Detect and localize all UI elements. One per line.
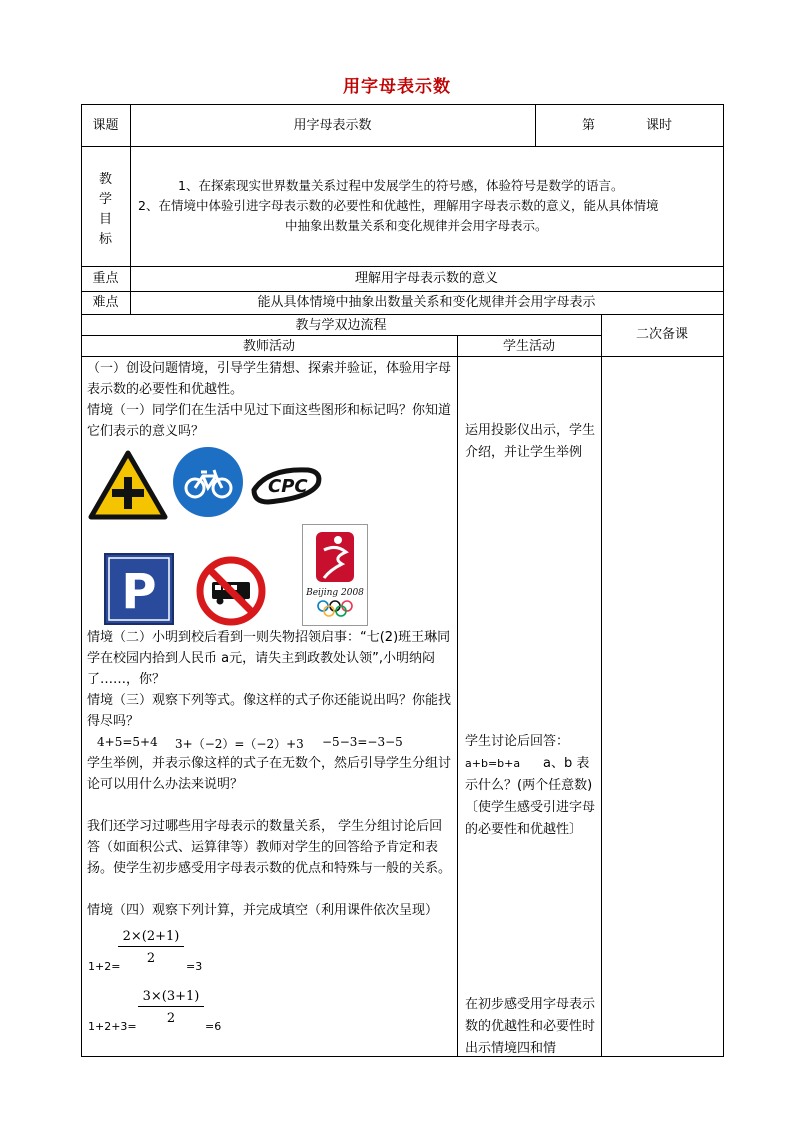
goals-label: [81, 170, 130, 250]
goals-label-char: 目: [98, 212, 112, 227]
equation-3: −5−3=−3−5: [322, 735, 403, 749]
lesson-number-label: 第: [582, 118, 596, 133]
table-border-right: [723, 104, 724, 1057]
calc-2-result: =6: [205, 1020, 222, 1033]
svg-text:Beijing 2008: Beijing 2008: [306, 588, 364, 598]
no-bus-icon: [196, 556, 266, 626]
row-divider: [81, 314, 724, 315]
no-bus-sign: [196, 556, 266, 626]
difficulty-text: 能从具体情境中抽象出数量关系和变化规律并会用字母表示: [257, 295, 596, 310]
col-divider: [601, 314, 602, 1057]
parking-icon: [104, 553, 174, 625]
second-prep-heading: 二次备课: [635, 327, 688, 342]
difficulty-label: 难点: [92, 295, 119, 310]
calc-1-result: =3: [186, 960, 203, 973]
page-title: 用字母表示数: [343, 77, 451, 97]
bicycle-lane-sign: [172, 446, 244, 518]
row-divider: [81, 291, 724, 292]
warning-triangle-icon: [88, 450, 168, 520]
goals-label-char: 学: [98, 192, 112, 207]
col-divider: [457, 335, 458, 1057]
student-activity-3: 在初步感受用字母表示数的优越性和必要性时出示情境四和情: [465, 997, 596, 1056]
parking-sign: [104, 553, 174, 625]
student-activity-2: 学生讨论后回答：: [465, 734, 570, 749]
calc-2-denominator: 2: [166, 1011, 176, 1026]
goals-label-char: 标: [98, 232, 112, 247]
topic-value: 用字母表示数: [293, 118, 372, 133]
scenario-2: 情境（二）小明到校后看到一则失物招领启事：“七(2)班王琳同学在校园内拾到人民币 a元，请失主到政教处认领”,小明纳闷了……，你？: [87, 630, 451, 687]
beijing-olympics-logo: [302, 524, 368, 626]
warning-crossroad-sign: [88, 450, 168, 520]
equation-2: 3+（−2）=（−2）+3: [175, 737, 304, 751]
teacher-column-heading: 教师活动: [242, 339, 295, 354]
student-formula: a+b=b+a: [465, 757, 521, 770]
teacher-discussion: 我们还学习过哪些用字母表示的数量关系， 学生分组讨论后回答（如面积公式、运算律等）教师对学生的回答给予肯定和表扬。使学生初步感受用字母表示数的优点和特殊与一般的关系。: [87, 819, 452, 876]
col-divider: [535, 104, 536, 146]
calc-2-numerator: 3×(3+1): [138, 989, 204, 1007]
cpc-logo-icon: [248, 462, 324, 508]
teacher-intro: （一）创设问题情境，引导学生猜想、探索并验证，体验用字母表示数的必要性和优越性。: [87, 361, 452, 397]
process-heading: 教与学双边流程: [295, 318, 387, 333]
goal-line-3: 中抽象出数量关系和变化规律并会用字母表示。: [285, 218, 548, 233]
lesson-unit-label: 课时: [646, 118, 673, 133]
student-column-heading: 学生活动: [502, 339, 555, 354]
goal-line-1: 1、在探索现实世界数量关系过程中发展学生的符号感，体验符号是数学的语言。: [178, 178, 624, 193]
student-activity-2-detail: a、b 表示什么？(两个任意数)〔使学生感受引进字母的必要性和优越性〕: [465, 756, 596, 837]
bicycle-icon: [172, 446, 244, 518]
equation-1: 4+5=5+4: [97, 735, 158, 749]
row-divider: [81, 266, 724, 267]
topic-label: 课题: [92, 118, 119, 133]
calc-2-fraction: [138, 989, 204, 1026]
svg-text:CPC: CPC: [268, 476, 308, 497]
calc-1-fraction: [118, 929, 184, 966]
svg-text:P: P: [121, 564, 157, 620]
row-divider: [81, 146, 724, 147]
table-border-bottom: [81, 1056, 724, 1057]
calc-1-left: 1+2=: [88, 960, 121, 973]
scenario-1: 情境（一）同学们在生活中见过下面这些图形和标记吗？你知道它们表示的意义吗？: [87, 403, 452, 439]
table-border-top: [81, 104, 724, 105]
scenario-3: 情境（三）观察下列等式。像这样的式子你还能说出吗？你能找得尽吗？: [87, 693, 452, 729]
calc-2-left: 1+2+3=: [88, 1020, 137, 1033]
student-activity-1: 运用投影仪出示，学生介绍，并让学生举例: [465, 423, 596, 460]
teacher-guidance: 学生举例，并表示像这样的式子在无数个，然后引导学生分组讨论可以用什么办法来说明？: [87, 756, 452, 792]
key-point-label: 重点: [92, 271, 119, 286]
cpc-logo: [248, 462, 324, 508]
key-point-text: 理解用字母表示数的意义: [354, 271, 498, 286]
scenario-4: 情境（四）观察下列计算，并完成填空（利用课件依次呈现）: [87, 903, 439, 918]
calc-1-numerator: 2×(2+1): [118, 929, 184, 947]
beijing-2008-emblem-icon: [302, 524, 368, 626]
calc-1-denominator: 2: [146, 951, 156, 966]
goals-label-char: 教: [98, 172, 112, 187]
goal-line-2: 2、在情境中体验引进字母表示数的必要性和优越性，理解用字母表示数的意义，能从具体情境: [138, 198, 659, 213]
